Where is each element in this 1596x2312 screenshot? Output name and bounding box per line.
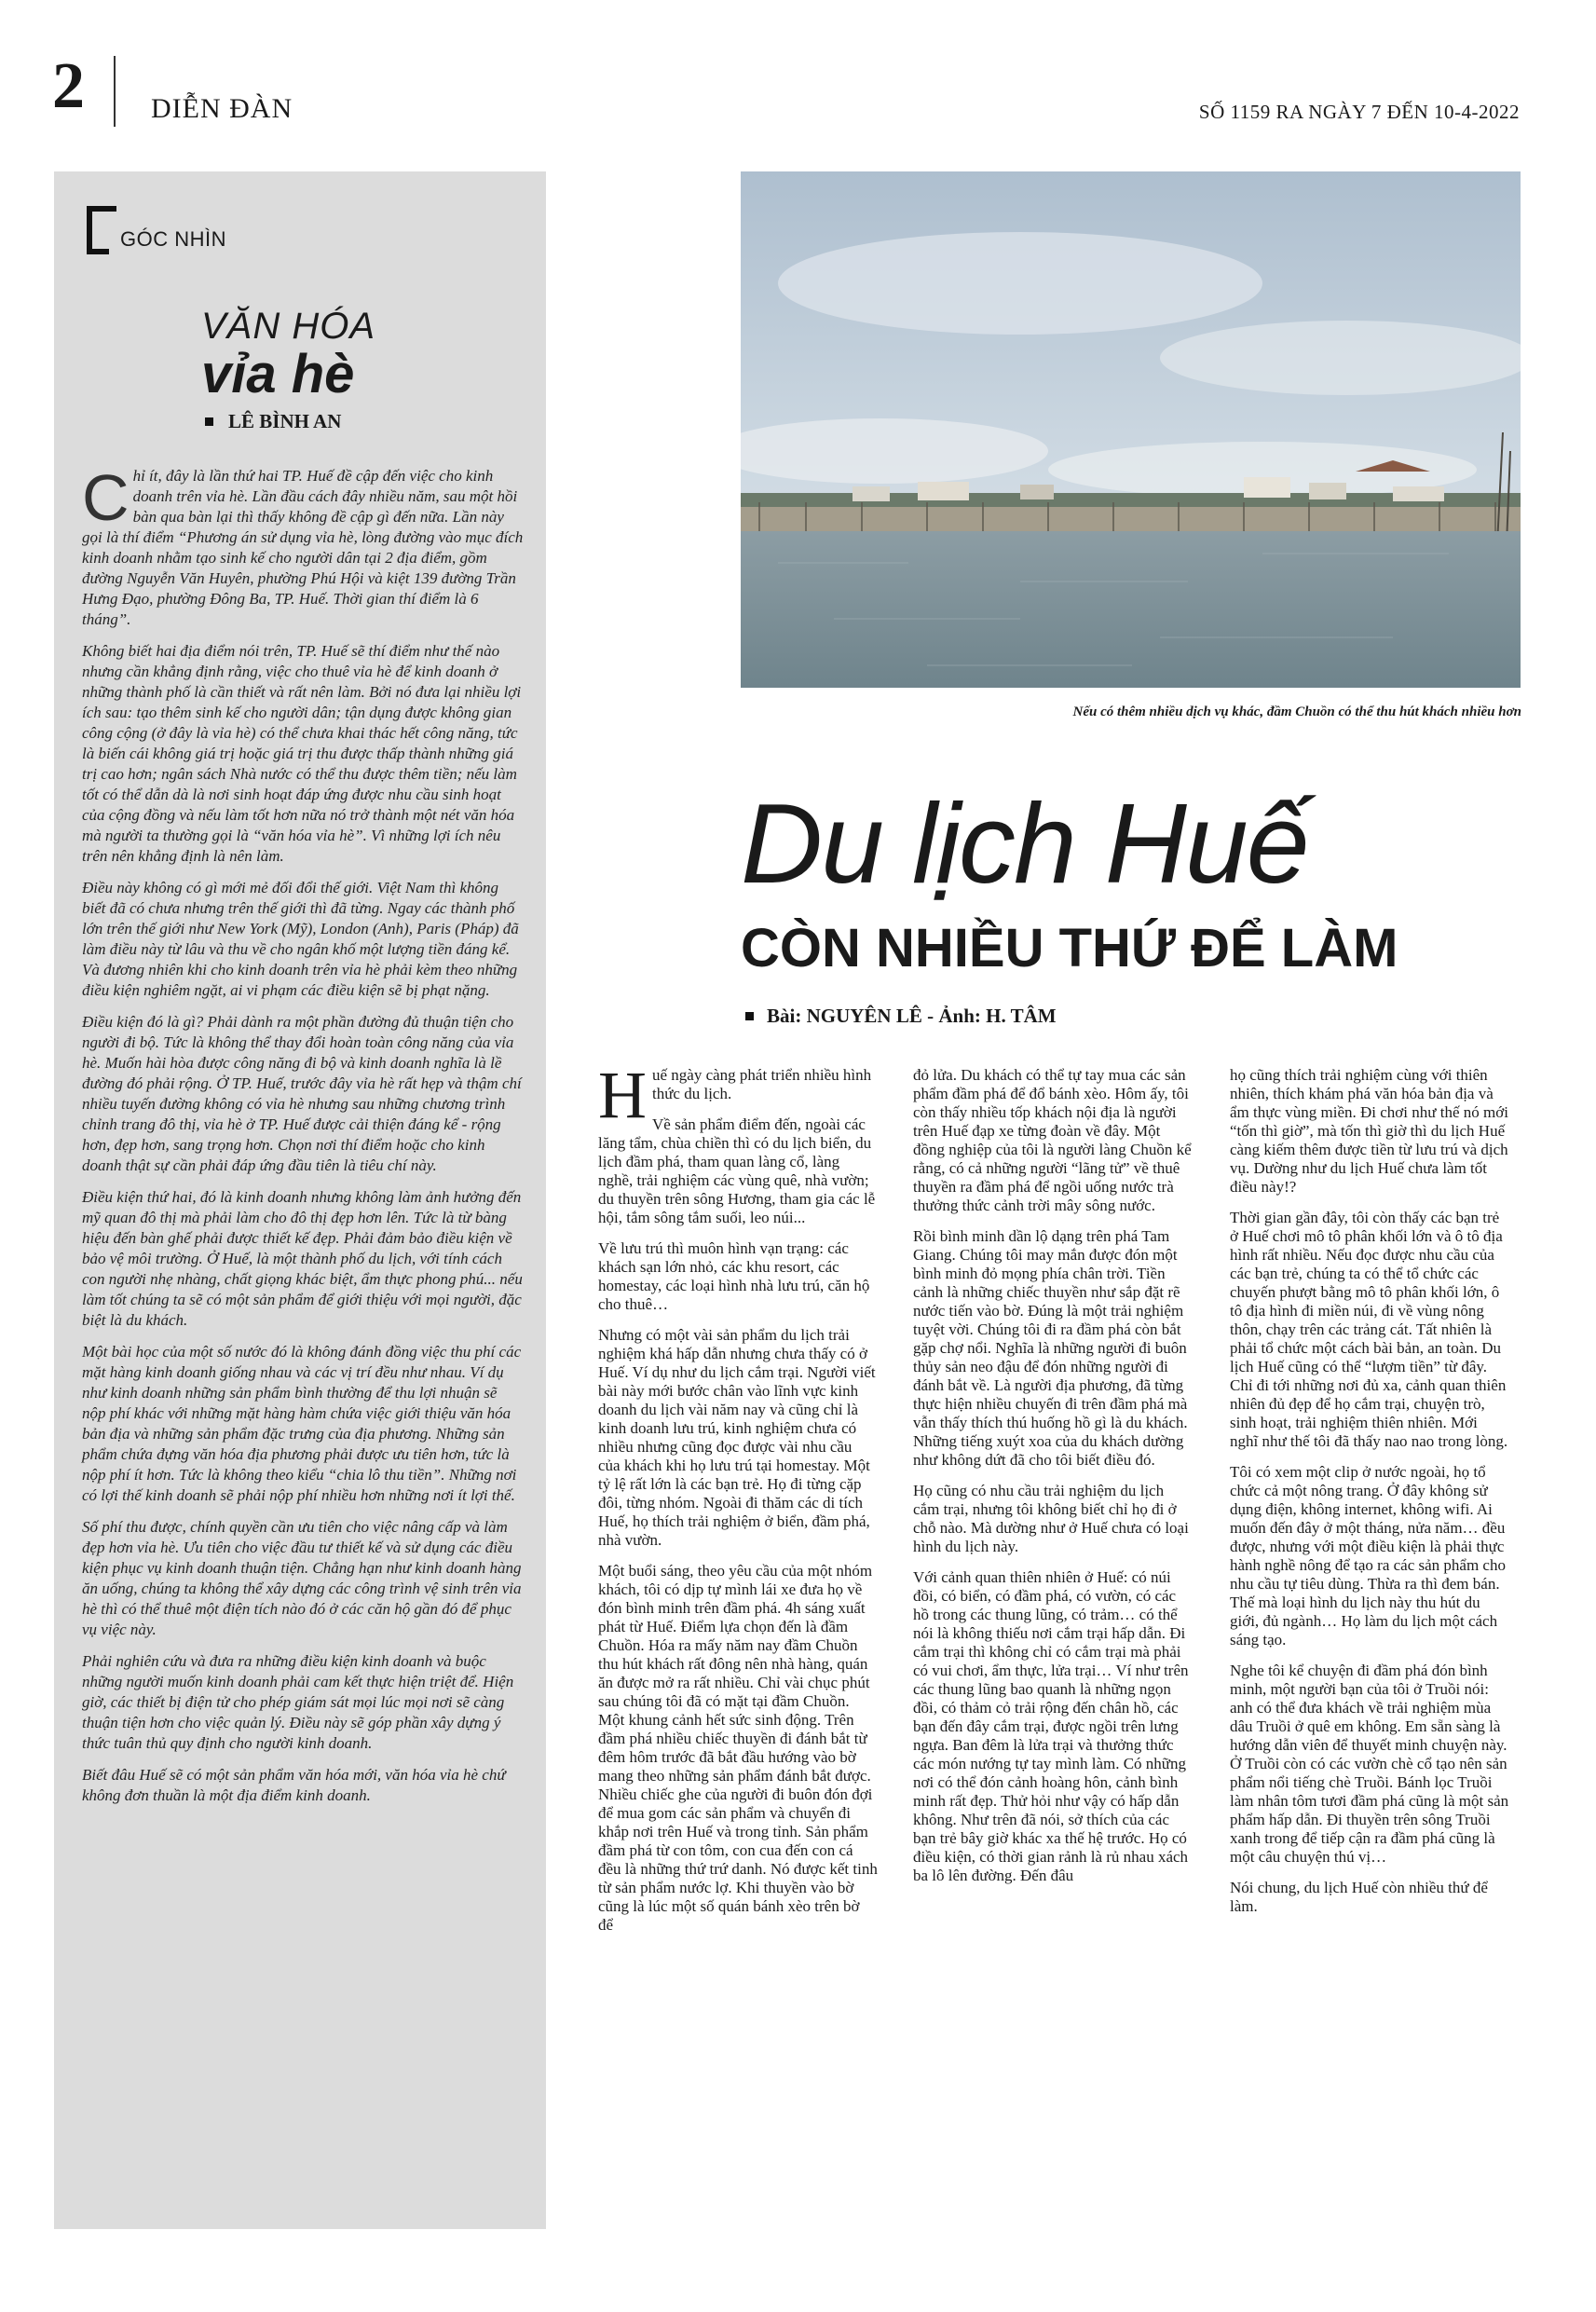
header-divider [114, 56, 116, 127]
photo-caption: Nếu có thêm nhiều dịch vụ khác, đầm Chuồn có thể thu hút khách nhiều hơn [1072, 705, 1521, 719]
opinion-paragraph: Chỉ ít, đây là lần thứ hai TP. Huế đề cập đến việc cho kinh doanh trên vỉa hè. Lần đầu cách đây nhiều năm, sau một hồi bàn qua bàn lại thì thấy không đề cập gì đến nữa. Lần này gọi là thí điểm “Phương án sử dụng vỉa hè, lòng đường vào mục đích kinh doanh nhằm tạo sinh kế cho người dân tại 2 địa điểm, gồm đường Nguyễn Văn Huyên, phường Phú Hội và kiệt 139 đường Trần Hưng Đạo, phường Đông Ba, TP. Huế. Thời gian thí điểm là 6 tháng”. [82, 461, 524, 628]
article-column-1 [598, 1058, 878, 1947]
article-column-2 [913, 1066, 1193, 1897]
article-paragraph: Thời gian gần đây, tôi còn thấy các bạn trẻ ở Huế chơi mô tô phân khối lớn và ô tô địa hình rất nhiều. Nếu đọc được nhu cầu của các bạn trẻ, chúng ta có thể tổ chức các chuyến phượt bằng mô tô phân khối lớn, ô tô địa hình đi miền núi, đi về vùng nông thôn, chạy trên các trảng cát. Tất nhiên là phải tổ chức một cách bài bản, an toàn. Du lịch Huế cũng có thể “lượm tiền” từ đây. Chỉ đi tới những nơi đủ xa, cảnh quan thiên nhiên đủ đẹp để họ cắm trại, chuyện trò, sinh hoạt, trải nghiệm thiên nhiên. Mới nghĩ như thế tôi đã thấy nao nao trong lòng. [1230, 1209, 1508, 1450]
opinion-title-line1: VĂN HÓA [201, 306, 376, 347]
corner-bracket-icon-bottom [87, 249, 109, 254]
article-paragraph: Nhưng có một vài sản phẩm du lịch trải nghiệm khá hấp dẫn nhưng chưa thấy có ở Huế. Ví dụ như du lịch cắm trại. Người viết bài này mới bước chân vào lĩnh vực kinh doanh du lịch vài năm nay và cũng chỉ là kinh doanh lưu trú, kinh nghiệm chưa có nhiều nhưng cũng đọc được vài nhu cầu của khách khi họ lưu trú tại homestay. Một tỷ lệ rất lớn là các bạn trẻ. Họ đi từng cặp đôi, từng nhóm. Ngoài đi thăm các di tích Huế, họ thích trải nghiệm ở biển, đầm phá, nhà vườn. [598, 1326, 876, 1549]
byline: Bài: NGUYÊN LÊ - Ảnh: H. TÂM [745, 1005, 1057, 1028]
opinion-paragraph: Không biết hai địa điểm nói trên, TP. Huế sẽ thí điểm như thế nào nhưng cần khẳng định rằng, việc cho thuê vỉa hè để kinh doanh ở những thành phố là cần thiết và rất nên làm. Bởi nó đưa lại nhiều lợi ích sau: tạo thêm sinh kế cho người dân; tận dụng được không gian công cộng (ở đây là vỉa hè) có thể chưa khai thác hết công năng, tức là biến cái không giá trị hoặc giá trị thu được thấp thành những giá trị cao hơn; ngân sách Nhà nước có thể thu được thêm tiền; nếu làm tốt có thể dẫn dà là nơi sinh hoạt đáp ứng được nhu cầu sinh hoạt của cộng đồng và nếu làm tốt hơn nữa nó trở thành một nét văn hóa mà người ta thường gọi là “văn hóa vỉa hè”. Vì những lợi ích nêu trên nên khẳng định là nên làm. [82, 642, 522, 865]
opinion-paragraph: Điều này không có gì mới mẻ đối đổi thế giới. Việt Nam thì không biết đã có chưa nhưng trên thế giới thì đã từng. Ngay các thành phố lớn trên thế giới như New York (Mỹ), London (Anh), Paris (Pháp) đã làm điều này từ lâu và thu về cho ngân khố một lượng tiền đáng kể. Và đương nhiên khi cho kinh doanh trên vỉa hè phải kèm theo những điều kiện nghiêm ngặt, ai vi phạm các điều kiện sẽ bị phạt nặng. [82, 879, 519, 999]
article-paragraph: Với cảnh quan thiên nhiên ở Huế: có núi đồi, có biển, có đầm phá, có vườn, có các hồ trong các thung lũng, có trảm… có thể nói là không thiếu nơi cắm trại hấp dẫn. Đi cắm trại thì không chỉ có cắm trại mà phải có vui chơi, ẩm thực, lửa trại… Ví như trên các thung lũng bao quanh là những ngọn đồi, có thảm cỏ trải rộng đến chân hồ, các bạn đến đây cắm trại, được ngồi trên lưng ngựa. Ban đêm là lửa trại và thưởng thức các món nướng tự tay mình làm. Có những nơi có thể đón cảnh hoàng hôn, cảnh bình minh rất đẹp. Thử hỏi như vậy có hấp dẫn không. Như trên đã nói, sở thích của các bạn trẻ bây giờ khác xa thế hệ trước. Họ có điều kiện, có thời gian rảnh là rủ nhau xách ba lô lên đường. Đến đâu [913, 1568, 1189, 1884]
opinion-paragraph: Điều kiện đó là gì? Phải dành ra một phần đường đủ thuận tiện cho người đi bộ. Tức là không thể thay đổi hoàn toàn công năng của vỉa hè. Muốn hài hòa được công năng đi bộ và kinh doanh nghĩa là lề đường đó phải rộng. Ở TP. Huế, trước đây vỉa hè rất hẹp và thậm chí nhiều tuyến đường không có vỉa hè nhưng sau những chương trình chỉnh trang đô thị, vỉa hè ở TP. Huế được cải thiện đáng kể - rộng hơn, đẹp hơn, sang trọng hơn. Chọn nơi thí điểm hoặc cho kinh doanh thật sự cần phải đáp ứng đầu tiên là tiêu chí này. [82, 1013, 522, 1174]
article-paragraph: Một buổi sáng, theo yêu cầu của một nhóm khách, tôi có dịp tự mình lái xe đưa họ về đón bình minh trên đầm phá. 4h sáng xuất phát từ Huế. Điểm lựa chọn đến là đầm Chuồn. Hóa ra mấy năm nay đầm Chuồn thu hút khách rất đông nên nhà hàng, quán ăn được mở ra rất nhiều. Chỉ vài chục phút sau chúng tôi đã có mặt tại đầm Chuồn. Một khung cảnh hết sức sinh động. Trên đầm phá nhiều chiếc thuyền đi đánh bắt từ đêm hôm trước đã bắt đầu hướng vào bờ mang theo những sản phẩm đánh bắt được. Nhiều chiếc ghe của người đi buôn đón đợi để mua gom các sản phẩm và chuyển đi khắp nơi trên Huế và trong tỉnh. Sản phẩm đầm phá từ con tôm, con cua đến con cá đều là những thứ trứ danh. Nó được kết tinh từ sản phẩm nước lợ. Khi thuyền vào bờ cũng là lúc một số quán bánh xèo trên bờ để [598, 1562, 878, 1934]
opinion-paragraph: Biết đâu Huế sẽ có một sản phẩm văn hóa mới, văn hóa vỉa hè chứ không đơn thuần là một địa điểm kinh doanh. [82, 1766, 506, 1804]
opinion-paragraph: Phải nghiên cứu và đưa ra những điều kiện kinh doanh và buộc những người muốn kinh doanh phải cam kết thực hiện triệt để. Hiện giờ, các thiết bị điện tử cho phép giám sát mọi lúc mọi nơi sẽ càng thuận tiện hơn cho việc quản lý. Điều này sẽ góp phần xây dựng ý thức tuân thủ quy định cho người kinh doanh. [82, 1652, 514, 1752]
article-paragraph: họ cũng thích trải nghiệm cùng với thiên nhiên, thích khám phá văn hóa bản địa và ẩm thực vùng miền. Đi chơi như thế nó mới “tốn thì giờ”, mà tốn thì giờ thì du lịch Huế càng kiếm thêm được tiền từ lưu trú và dịch vụ. Dường như du lịch Huế chưa làm tốt điều này!? [1230, 1066, 1508, 1196]
opinion-body [82, 461, 524, 1817]
article-paragraph: Họ cũng có nhu cầu trải nghiệm du lịch cắm trại, nhưng tôi không biết chỉ họ đi ở chỗ nào. Mà dường như ở Huế chưa có loại hình du lịch này. [913, 1482, 1189, 1555]
drop-cap: H [598, 1058, 647, 1132]
article-paragraph: Huế ngày càng phát triển nhiều hình thức du lịch. [598, 1058, 872, 1132]
article-paragraph: Về lưu trú thì muôn hình vạn trạng: các khách sạn lớn nhỏ, các khu resort, các homestay, các loại hình nhà lưu trú, căn hộ cho thuê… [598, 1239, 870, 1313]
opinion-paragraph: Điều kiện thứ hai, đó là kinh doanh nhưng không làm ảnh hưởng đến mỹ quan đô thị mà phải làm cho đô thị đẹp hơn lên. Tức là từ bàng hiệu đến bàn ghế phải được thiết kế đẹp. Phải đảm bảo điều kiện về bảo vệ môi trường. Ở Huế, là một thành phố du lịch, với tính cách con người nhẹ nhàng, chất giọng khác biệt, ẩm thực phong phú... nếu làm tốt chúng ta sẽ có một sản phẩm để giới thiệu với mọi người, đặc biệt là du khách. [82, 1188, 523, 1329]
lagoon-photo [741, 171, 1521, 688]
issue-info: SỐ 1159 RA NGÀY 7 ĐẾN 10-4-2022 [1198, 101, 1520, 123]
corner-bracket-icon-left [87, 206, 92, 254]
article-paragraph: Nghe tôi kể chuyện đi đầm phá đón bình minh, một người bạn của tôi ở Truồi nói: anh có thể đưa khách về trải nghiệm mùa dâu Truồi ở quê em không. Em sẵn sàng là hướng dẫn viên để thuyết minh chuyện này. Ở Truồi còn có các vườn chè cổ tạo nên sản phẩm nổi tiếng chè Truồi. Bánh lọc Truồi làm nhân tôm tươi đầm phá cũng là một sản phẩm hấp dẫn. Đi thuyền trên sông Truồi xanh trong để tiếp cận ra đầm phá cũng là một câu chuyện thú vị… [1230, 1662, 1509, 1866]
article-paragraph: Về sản phẩm điểm đến, ngoài các lăng tẩm, chùa chiền thì có du lịch biển, du lịch đầm phá, tham quan làng cổ, làng nghề, trải nghiệm các vùng quê, nhà vườn; du thuyền trên sông Hương, tham gia các lễ hội, tắm sông tắm suối, leo núi... [598, 1115, 876, 1226]
headline-sub: CÒN NHIỀU THỨ ĐỂ LÀM [741, 918, 1398, 978]
opinion-paragraph: Số phí thu được, chính quyền cần ưu tiên cho việc nâng cấp và làm đẹp hơn vỉa hè. Ưu tiên cho việc đầu tư thiết kế và sử dụng các điều kiện phục vụ kinh doanh thuận tiện. Chẳng hạn như kinh doanh hàng ăn uống, chúng ta không thể xây dựng các công trình vệ sinh trên vỉa hè thì có thể thuê một điện tích nào đó ở các căn hộ gần đó để phục vụ việc này. [82, 1518, 522, 1638]
article-paragraph: Rồi bình minh dần lộ dạng trên phá Tam Giang. Chúng tôi may mắn được đón một bình minh đỏ mọng phía chân trời. Tiền cảnh là những chiếc thuyền như sắp đặt rẽ nước tiến vào bờ. Đúng là một trải nghiệm tuyệt vời. Chúng tôi đi ra đầm phá còn bắt gặp chợ nổi. Nghĩa là những người đi buôn thủy sản neo đậu để đón những người đi đánh bắt về. Là người địa phương, đã từng thực hiện nhiều chuyến đi trên đầm phá mà vẫn thấy thích thú huống hồ gì là du khách. Những tiếng xuýt xoa của du khách dường như không dứt đã cho tôi biết điều đó. [913, 1227, 1188, 1469]
article-paragraph: Nói chung, du lịch Huế còn nhiều thứ để làm. [1230, 1879, 1488, 1915]
article-paragraph: Tôi có xem một clip ở nước ngoài, họ tổ chức cả một nông trang. Ở đây không sử dụng điện, không internet, không wifi. Ai muốn đến đây ở một tháng, nửa năm… đều được, nhưng với một điều kiện là phải thực hành nghề nông để tạo ra các sản phẩm cho nhu cầu tự tiêu dùng. Thừa ra thì đem bán. Thế mà loại hình du lịch này thu hút du giới, đủ ngành… Họ làm du lịch một cách sáng tạo. [1230, 1463, 1506, 1648]
column-label: GÓC NHÌN [120, 227, 226, 251]
article-paragraph: đỏ lửa. Du khách có thể tự tay mua các sản phẩm đầm phá để đổ bánh xèo. Hôm ấy, tôi còn thấy nhiều tốp khách nội địa là người trên Huế đạp xe từng đoàn về đây. Một đồng nghiệp của tôi là người làng Chuồn kể rằng, có cả những người “lãng tử” về thuê thuyền ra đầm phá để ngồi uống nước trà thưởng thức cảnh trời mây sông nước. [913, 1066, 1192, 1214]
opinion-author: LÊ BÌNH AN [205, 410, 341, 433]
headline-main: Du lịch Huế [741, 780, 1308, 907]
drop-cap: C [82, 461, 130, 534]
page-number: 2 [52, 50, 85, 122]
section-name: DIỄN ĐÀN [151, 93, 293, 124]
opinion-paragraph: Một bài học của một số nước đó là không đánh đồng việc thu phí các mặt hàng kinh doanh giống nhau và các vị trí đều như nhau. Ví dụ như kinh doanh những sản phẩm bình thường để thu lợi nhuận sẽ nộp phí khác với những mặt hàng hàm chứa việc giới thiệu văn hóa bản địa và những sản phẩm đặc trưng của địa phương. Những sản phẩm chứa đựng văn hóa địa phương phải được ưu tiên hơn, tức là nộp phí ít hơn. Tức là không theo kiểu “chia lô thu tiền”. Những nơi có lợi thế kinh doanh sẽ phải nộp phí nhiều hơn những nơi ít lợi thế. [82, 1343, 522, 1504]
article-column-3 [1230, 1066, 1509, 1928]
opinion-title-line2: vỉa hè [201, 344, 355, 404]
